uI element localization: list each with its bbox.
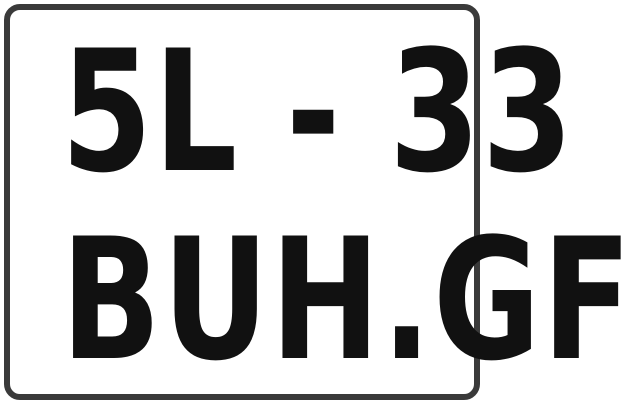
plate-line-1: 5L - 33 — [61, 14, 575, 210]
license-plate — [4, 4, 633, 400]
plate-line-2: BUH.GF — [61, 202, 633, 398]
